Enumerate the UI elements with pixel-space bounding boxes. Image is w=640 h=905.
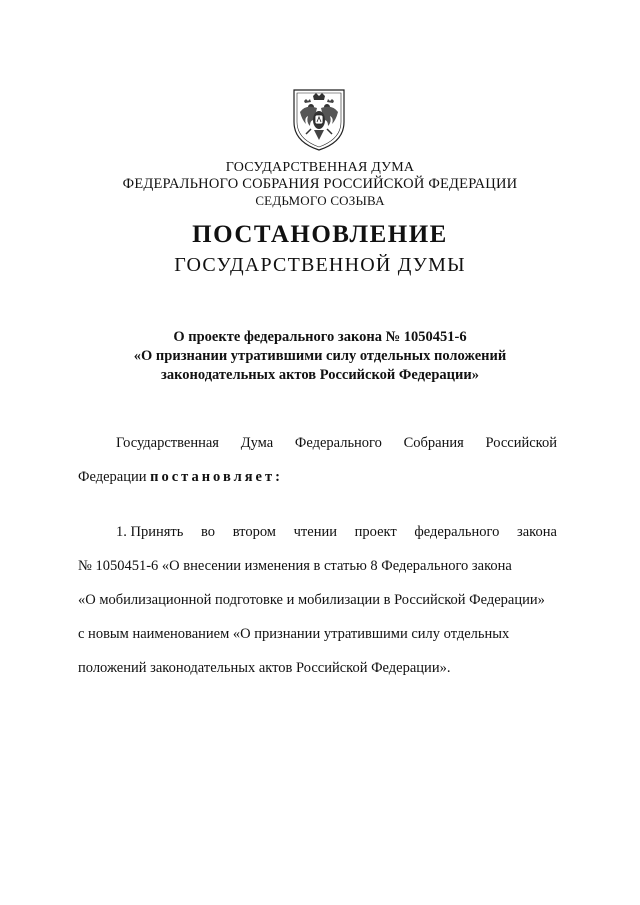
subject-line-3: законодательных актов Российской Федерации»	[161, 367, 479, 383]
item1-word: 1. Принять	[116, 524, 184, 540]
preamble-line-2	[78, 460, 557, 494]
item1-line-5: положений законодательных актов Российской Федерации».	[78, 660, 451, 676]
preamble-text: Федерации	[78, 469, 151, 485]
item1-line-3: «О мобилизационной подготовке и мобилизации в Российской Федерации»	[78, 592, 545, 608]
item1-word: во	[201, 524, 216, 540]
preamble-word: Дума	[240, 435, 274, 451]
item1-word: проект	[354, 524, 397, 540]
subject-line-2: «О признании утратившими силу отдельных положений	[133, 348, 507, 364]
item1-line-1	[78, 515, 557, 549]
item1-line-2: № 1050451-6 «О внесении изменения в статью 8 Федерального закона	[78, 558, 512, 574]
item1-word: федерального	[414, 524, 500, 540]
item1-word: закона	[517, 524, 557, 540]
issuer-header-line-1: ГОСУДАРСТВЕННАЯ ДУМА	[225, 160, 415, 175]
resolution-item-1	[78, 515, 557, 685]
document-issuer-title: ГОСУДАРСТВЕННОЙ ДУМЫ	[174, 254, 466, 276]
preamble-line-1	[78, 426, 557, 460]
preamble-word: Государственная	[116, 435, 219, 451]
preamble-word: Российской	[485, 435, 557, 451]
document-type-title: ПОСТАНОВЛЕНИЕ	[192, 221, 448, 248]
item1-line-4: с новым наименованием «О признании утратившими силу отдельных	[78, 626, 510, 642]
preamble-paragraph	[78, 426, 557, 494]
subject-line-1: О проекте федерального закона № 1050451-6	[173, 329, 467, 345]
issuer-header-line-2: ФЕДЕРАЛЬНОГО СОБРАНИЯ РОССИЙСКОЙ ФЕДЕРАЦИИ	[122, 176, 518, 192]
resolves-word: постановляет:	[150, 469, 283, 485]
preamble-word: Собрания	[403, 435, 464, 451]
preamble-word: Федерального	[294, 435, 382, 451]
issuer-header-line-3: СЕДЬМОГО СОЗЫВА	[255, 193, 385, 208]
item1-word: чтении	[293, 524, 337, 540]
item1-word: втором	[232, 524, 276, 540]
coat-of-arms-icon	[284, 82, 354, 152]
